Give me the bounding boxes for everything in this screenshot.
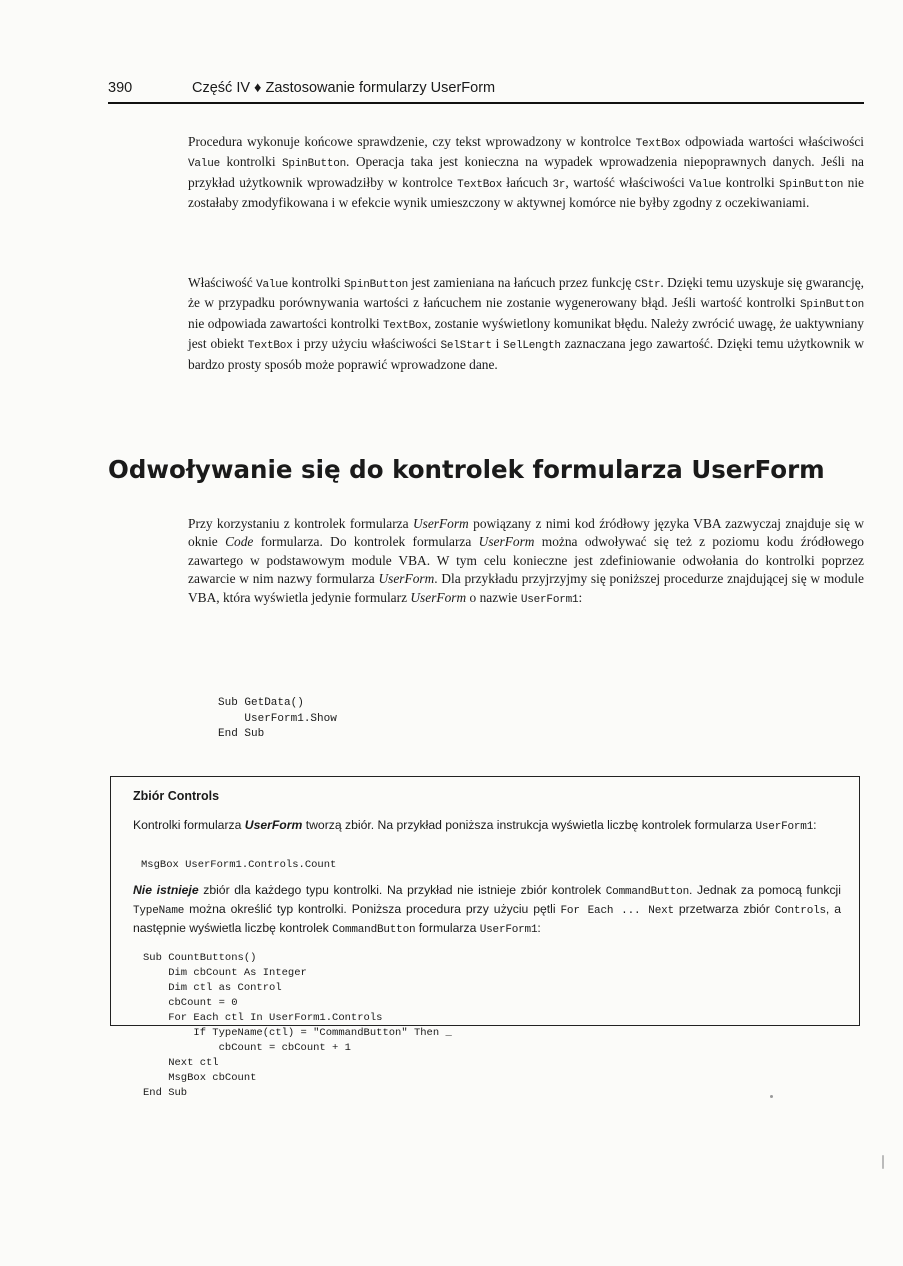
text-run: jest zamieniana na łańcuch przez funkcję <box>408 275 635 290</box>
text-run: zbiór dla każdego typu kontrolki. Na przykład nie istnieje zbiór kontrolek <box>198 883 606 897</box>
emphasis-term: UserForm <box>410 589 467 605</box>
text-run: formularza. Do kontrolek formularza <box>253 534 479 550</box>
scan-speck <box>882 1155 884 1169</box>
text-run: Kontrolki formularza <box>133 818 245 832</box>
emphasis-term: UserForm <box>478 534 535 550</box>
code-term: TextBox <box>457 178 502 191</box>
text-run: : <box>537 921 541 935</box>
code-term: Value <box>256 279 289 291</box>
sidebar-code-countbuttons: Sub CountButtons() Dim cbCount As Integer Dim ctl as Control cbCount = 0 For Each ctl In UserForm1.Controls If TypeName(ctl) = "CommandButton" Then _ cbCount = cbCount + 1 Next ctl MsgBox cbCount End Sub <box>143 952 452 1099</box>
text-run: , wartość właściwości <box>565 174 690 190</box>
header-rule <box>108 102 864 104</box>
text-run: . Jednak za pomocą funkcji <box>688 883 841 897</box>
emphasis-term: UserForm <box>412 516 469 531</box>
text-run: kontrolki <box>721 174 780 190</box>
code-term: Controls <box>774 905 826 917</box>
text-run: kontrolki <box>220 154 283 170</box>
text-run: powiązany z nimi kod źródłowy języka VBA zazwyczaj znajduje się w oknie <box>188 516 864 550</box>
text-run: odpowiada wartości właściwości <box>680 134 864 149</box>
code-term: SelStart <box>440 340 492 353</box>
text-run: nie odpowiada zawartości kontrolki <box>188 315 384 331</box>
text-run: można określić typ kontrolki. Poniższa procedura przy użyciu pętli <box>184 902 561 916</box>
code-term: UserForm1 <box>479 924 538 936</box>
text-run: , zostanie wyświetlony komunikat błędu. Należy zwrócić uwagę, że uaktywniany jest obiekt <box>188 315 864 352</box>
text-run: Właściwość <box>188 275 257 290</box>
code-term: TextBox <box>247 340 293 353</box>
code-term: TypeName <box>133 905 185 917</box>
emphasis-term: Code <box>225 534 254 550</box>
code-term: TextBox <box>635 138 681 150</box>
text-run: o nazwie <box>466 589 521 605</box>
text-run: . Dzięki temu uzyskuje się gwarancję, że w przypadku porównywania wartości z łańcuchem nie zostanie wygenerowany błąd. Jeśli wartość kontrolki <box>188 275 865 311</box>
code-term: CommandButton <box>605 886 689 898</box>
text-run: : <box>578 589 583 605</box>
paragraph-cstr <box>188 274 864 374</box>
code-term: Value <box>188 158 221 171</box>
paragraph-validation <box>188 133 864 213</box>
code-term: UserForm1 <box>520 593 579 606</box>
paragraph-userform-reference <box>188 515 864 609</box>
code-term: SelLength <box>503 340 561 353</box>
running-header <box>108 80 864 96</box>
emphasis-term: UserForm <box>378 571 435 587</box>
sidebar-code-msgbox: MsgBox UserForm1.Controls.Count <box>141 859 337 871</box>
scan-speck <box>770 1095 773 1098</box>
text-run: łańcuch <box>501 174 553 190</box>
sidebar-paragraph-typename <box>133 882 841 939</box>
text-run: : <box>813 818 817 832</box>
code-term: SpinButton <box>799 299 864 312</box>
text-run: tworzą zbiór. Na przykład poniższa instrukcja wyświetla liczbę kontrolek formularza <box>302 818 756 832</box>
page-number: 390 <box>108 80 133 96</box>
text-run: można odwoływać się też z poziomu kodu źródłowego zawartego w podstawowym module VBA. W tym celu konieczne jest zdefiniowanie odwołania do kontrolki poprzez zawarcie w nim nazwy formularza <box>188 534 864 587</box>
code-term: 3r <box>552 178 566 191</box>
sidebar-paragraph-collection <box>133 817 841 836</box>
text-run: Przy korzystaniu z kontrolek formularza <box>188 516 413 531</box>
sidebar-box <box>110 776 860 1099</box>
text-run: . Dla przykładu przyjrzyjmy się poniższej procedurze znajdującej się w module VBA, która wyświetla jedynie formularz <box>188 571 864 605</box>
code-term: Value <box>689 178 722 191</box>
code-getdata: Sub GetData() UserForm1.Show End Sub <box>218 697 337 740</box>
code-term: For Each ... Next <box>560 905 674 917</box>
text-run: przetwarza zbiór <box>673 902 775 916</box>
code-term: CStr <box>634 279 661 291</box>
sidebar-title: Zbiór Controls <box>133 789 220 803</box>
text-run: zaznaczana jego zawartość. Dzięki temu użytkownik w bardzo prosty sposób może poprawić wprowadzone dane. <box>188 336 864 372</box>
code-term: SpinButton <box>344 279 409 291</box>
text-run: nie zostałaby zmodyfikowana i w efekcie wynik umieszczony w aktywnej komórce nie byłby zgodny z oczekiwaniami. <box>188 174 864 211</box>
text-run: . Operacja taka jest konieczna na wypadek wprowadzenia niepoprawnych danych. Jeśli na przykład użytkownik wprowadziłby w kontrolce <box>188 154 864 190</box>
emphasis-term: Nie istnieje <box>133 883 199 897</box>
section-heading: Odwoływanie się do kontrolek formularza UserForm <box>108 455 825 484</box>
code-term: CommandButton <box>332 924 416 936</box>
code-term: UserForm1 <box>755 821 814 833</box>
part-title: Część IV ♦ Zastosowanie formularzy UserForm <box>192 80 496 96</box>
code-term: SpinButton <box>779 178 844 191</box>
text-run: formularza <box>415 921 480 935</box>
code-term: TextBox <box>383 319 428 332</box>
emphasis-term: UserForm <box>244 818 303 832</box>
text-run: kontrolki <box>288 275 344 290</box>
text-run: , a następnie wyświetla liczbę kontrolek <box>133 902 841 935</box>
text-run: i przy użyciu właściwości <box>292 336 441 352</box>
code-term: SpinButton <box>282 158 347 171</box>
text-run: i <box>491 336 504 352</box>
text-run: Procedura wykonuje końcowe sprawdzenie, czy tekst wprowadzony w kontrolce <box>188 134 636 149</box>
